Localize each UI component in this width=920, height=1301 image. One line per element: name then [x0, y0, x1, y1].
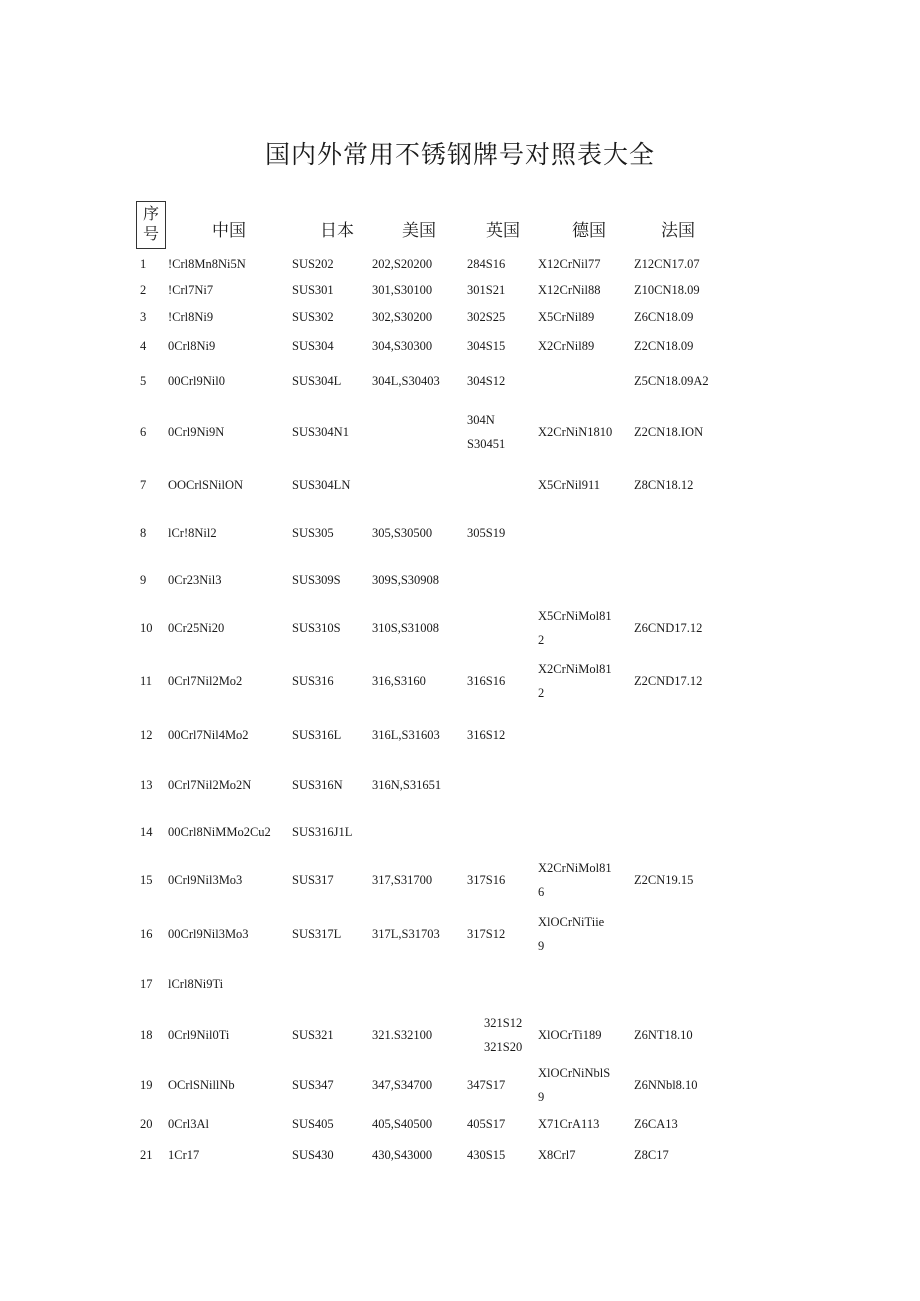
- japan-grade: SUS302: [292, 310, 334, 324]
- usa-grade: 302,S30200: [372, 310, 433, 324]
- usa-grade: 405,S40500: [372, 1117, 433, 1131]
- japan-grade: SUS202: [292, 257, 334, 271]
- uk-grade: 301S21: [467, 283, 506, 297]
- uk-grade: 304S15: [467, 339, 506, 353]
- china-grade: 00Crl7Nil4Mo2: [168, 728, 249, 742]
- china-grade: lCrl8Ni9Ti: [168, 977, 224, 991]
- uk-grade: 304N: [467, 413, 495, 427]
- usa-grade: 301,S30100: [372, 283, 433, 297]
- uk-grade: 321S20: [484, 1040, 523, 1054]
- france-grade: Z6CND17.12: [634, 621, 703, 635]
- usa-grade: 347,S34700: [372, 1078, 433, 1092]
- germany-grade: XlOCrNiTiie: [538, 915, 605, 929]
- japan-grade: SUS316: [292, 674, 334, 688]
- france-grade: Z6CA13: [634, 1117, 678, 1131]
- china-grade: 0Crl3Al: [168, 1117, 209, 1131]
- row-number: 8: [140, 526, 147, 540]
- header-france: 法国: [661, 221, 695, 241]
- usa-grade: 430,S43000: [372, 1148, 433, 1162]
- japan-grade: SUS304LN: [292, 478, 351, 492]
- row-number: 19: [140, 1078, 153, 1092]
- row-number: 20: [140, 1117, 153, 1131]
- china-grade: OOCrlSNilON: [168, 478, 244, 492]
- japan-grade: SUS309S: [292, 573, 341, 587]
- china-grade: lCr!8Nil2: [168, 526, 217, 540]
- japan-grade: SUS316J1L: [292, 825, 353, 839]
- usa-grade: 309S,S30908: [372, 573, 440, 587]
- germany-grade: 9: [538, 939, 545, 953]
- china-grade: 0Crl8Ni9: [168, 339, 216, 353]
- japan-grade: SUS316L: [292, 728, 342, 742]
- usa-grade: 304L,S30403: [372, 374, 440, 388]
- japan-grade: SUS347: [292, 1078, 334, 1092]
- japan-grade: SUS304N1: [292, 425, 349, 439]
- germany-grade: X5CrNiMol81: [538, 609, 612, 623]
- usa-grade: 316,S3160: [372, 674, 426, 688]
- germany-grade: X8Crl7: [538, 1148, 576, 1162]
- row-number: 17: [140, 977, 153, 991]
- uk-grade: 321S12: [484, 1016, 523, 1030]
- row-number: 21: [140, 1148, 153, 1162]
- germany-grade: X71CrA113: [538, 1117, 600, 1131]
- row-number: 13: [140, 778, 153, 792]
- uk-grade: 317S16: [467, 873, 506, 887]
- row-number: 16: [140, 927, 153, 941]
- japan-grade: SUS316N: [292, 778, 343, 792]
- uk-grade: 305S19: [467, 526, 506, 540]
- germany-grade: 2: [538, 633, 545, 647]
- row-number: 2: [140, 283, 147, 297]
- row-number: 3: [140, 310, 147, 324]
- usa-grade: 316N,S31651: [372, 778, 442, 792]
- france-grade: Z2CN19.15: [634, 873, 694, 887]
- japan-grade: SUS405: [292, 1117, 334, 1131]
- usa-grade: 202,S20200: [372, 257, 433, 271]
- china-grade: 0Crl7Nil2Mo2: [168, 674, 243, 688]
- usa-grade: 305,S30500: [372, 526, 433, 540]
- germany-grade: 2: [538, 686, 545, 700]
- row-number: 6: [140, 425, 147, 439]
- germany-grade: X5CrNil89: [538, 310, 595, 324]
- japan-grade: SUS305: [292, 526, 334, 540]
- header-uk: 英国: [486, 221, 520, 241]
- uk-grade: S30451: [467, 437, 506, 451]
- header-germany: 德国: [572, 221, 606, 241]
- germany-grade: XlOCrTi189: [538, 1028, 602, 1042]
- france-grade: Z6NT18.10: [634, 1028, 693, 1042]
- china-grade: !Crl8Mn8Ni5N: [168, 257, 246, 271]
- row-number: 14: [140, 825, 153, 839]
- france-grade: Z6CN18.09: [634, 310, 694, 324]
- usa-grade: 317,S31700: [372, 873, 433, 887]
- china-grade: 00Crl9Nil3Mo3: [168, 927, 249, 941]
- japan-grade: SUS310S: [292, 621, 341, 635]
- japan-grade: SUS430: [292, 1148, 334, 1162]
- header-japan: 日本: [320, 221, 354, 241]
- china-grade: 0Crl9Nil0Ti: [168, 1028, 230, 1042]
- germany-grade: X12CrNil77: [538, 257, 601, 271]
- usa-grade: 317L,S31703: [372, 927, 440, 941]
- uk-grade: 430S15: [467, 1148, 506, 1162]
- page-title: 国内外常用不锈钢牌号对照表大全: [264, 139, 655, 169]
- uk-grade: 317S12: [467, 927, 506, 941]
- japan-grade: SUS321: [292, 1028, 334, 1042]
- uk-grade: 405S17: [467, 1117, 506, 1131]
- china-grade: 0Crl7Nil2Mo2N: [168, 778, 252, 792]
- japan-grade: SUS304L: [292, 374, 342, 388]
- row-number: 1: [140, 257, 147, 271]
- china-grade: !Crl7Ni7: [168, 283, 214, 297]
- germany-grade: XlOCrNiNblS: [538, 1066, 611, 1080]
- uk-grade: 302S25: [467, 310, 506, 324]
- france-grade: Z10CN18.09: [634, 283, 700, 297]
- germany-grade: X2CrNil89: [538, 339, 595, 353]
- usa-grade: 321.S32100: [372, 1028, 433, 1042]
- china-grade: 0Crl9Ni9N: [168, 425, 225, 439]
- row-number: 4: [140, 339, 147, 353]
- france-grade: Z5CN18.09A2: [634, 374, 709, 388]
- france-grade: Z2CND17.12: [634, 674, 703, 688]
- germany-grade: X5CrNil911: [538, 478, 601, 492]
- row-number: 7: [140, 478, 147, 492]
- japan-grade: SUS304: [292, 339, 334, 353]
- row-number: 15: [140, 873, 153, 887]
- germany-grade: 9: [538, 1090, 545, 1104]
- uk-grade: 316S12: [467, 728, 506, 742]
- usa-grade: 316L,S31603: [372, 728, 440, 742]
- uk-grade: 304S12: [467, 374, 506, 388]
- germany-grade: X12CrNil88: [538, 283, 601, 297]
- row-number: 9: [140, 573, 147, 587]
- china-grade: 1Cr17: [168, 1148, 200, 1162]
- france-grade: Z6NNbl8.10: [634, 1078, 698, 1092]
- row-number: 5: [140, 374, 147, 388]
- france-grade: Z8CN18.12: [634, 478, 694, 492]
- china-grade: 0Cr25Ni20: [168, 621, 225, 635]
- row-number: 10: [140, 621, 153, 635]
- japan-grade: SUS317L: [292, 927, 342, 941]
- germany-grade: X2CrNiMol81: [538, 662, 612, 676]
- france-grade: Z8C17: [634, 1148, 669, 1162]
- uk-grade: 347S17: [467, 1078, 506, 1092]
- row-number: 12: [140, 728, 153, 742]
- japan-grade: SUS317: [292, 873, 334, 887]
- row-number: 11: [140, 674, 153, 688]
- header-usa: 美国: [402, 221, 436, 241]
- france-grade: Z2CN18.09: [634, 339, 694, 353]
- usa-grade: 310S,S31008: [372, 621, 440, 635]
- china-grade: 0Crl9Nil3Mo3: [168, 873, 243, 887]
- china-grade: OCrlSNillNb: [168, 1078, 235, 1092]
- header-china: 中国: [212, 221, 246, 241]
- germany-grade: 6: [538, 885, 545, 899]
- china-grade: 0Cr23Nil3: [168, 573, 222, 587]
- row-number: 18: [140, 1028, 153, 1042]
- uk-grade: 316S16: [467, 674, 506, 688]
- france-grade: Z12CN17.07: [634, 257, 700, 271]
- china-grade: !Crl8Ni9: [168, 310, 214, 324]
- header-seq-no: 序 号: [136, 201, 166, 249]
- japan-grade: SUS301: [292, 283, 334, 297]
- france-grade: Z2CN18.ION: [634, 425, 704, 439]
- germany-grade: X2CrNiMol81: [538, 861, 612, 875]
- germany-grade: X2CrNiN1810: [538, 425, 613, 439]
- china-grade: 00Crl8NiMMo2Cu2: [168, 825, 271, 839]
- china-grade: 00Crl9Nil0: [168, 374, 225, 388]
- uk-grade: 284S16: [467, 257, 506, 271]
- usa-grade: 304,S30300: [372, 339, 433, 353]
